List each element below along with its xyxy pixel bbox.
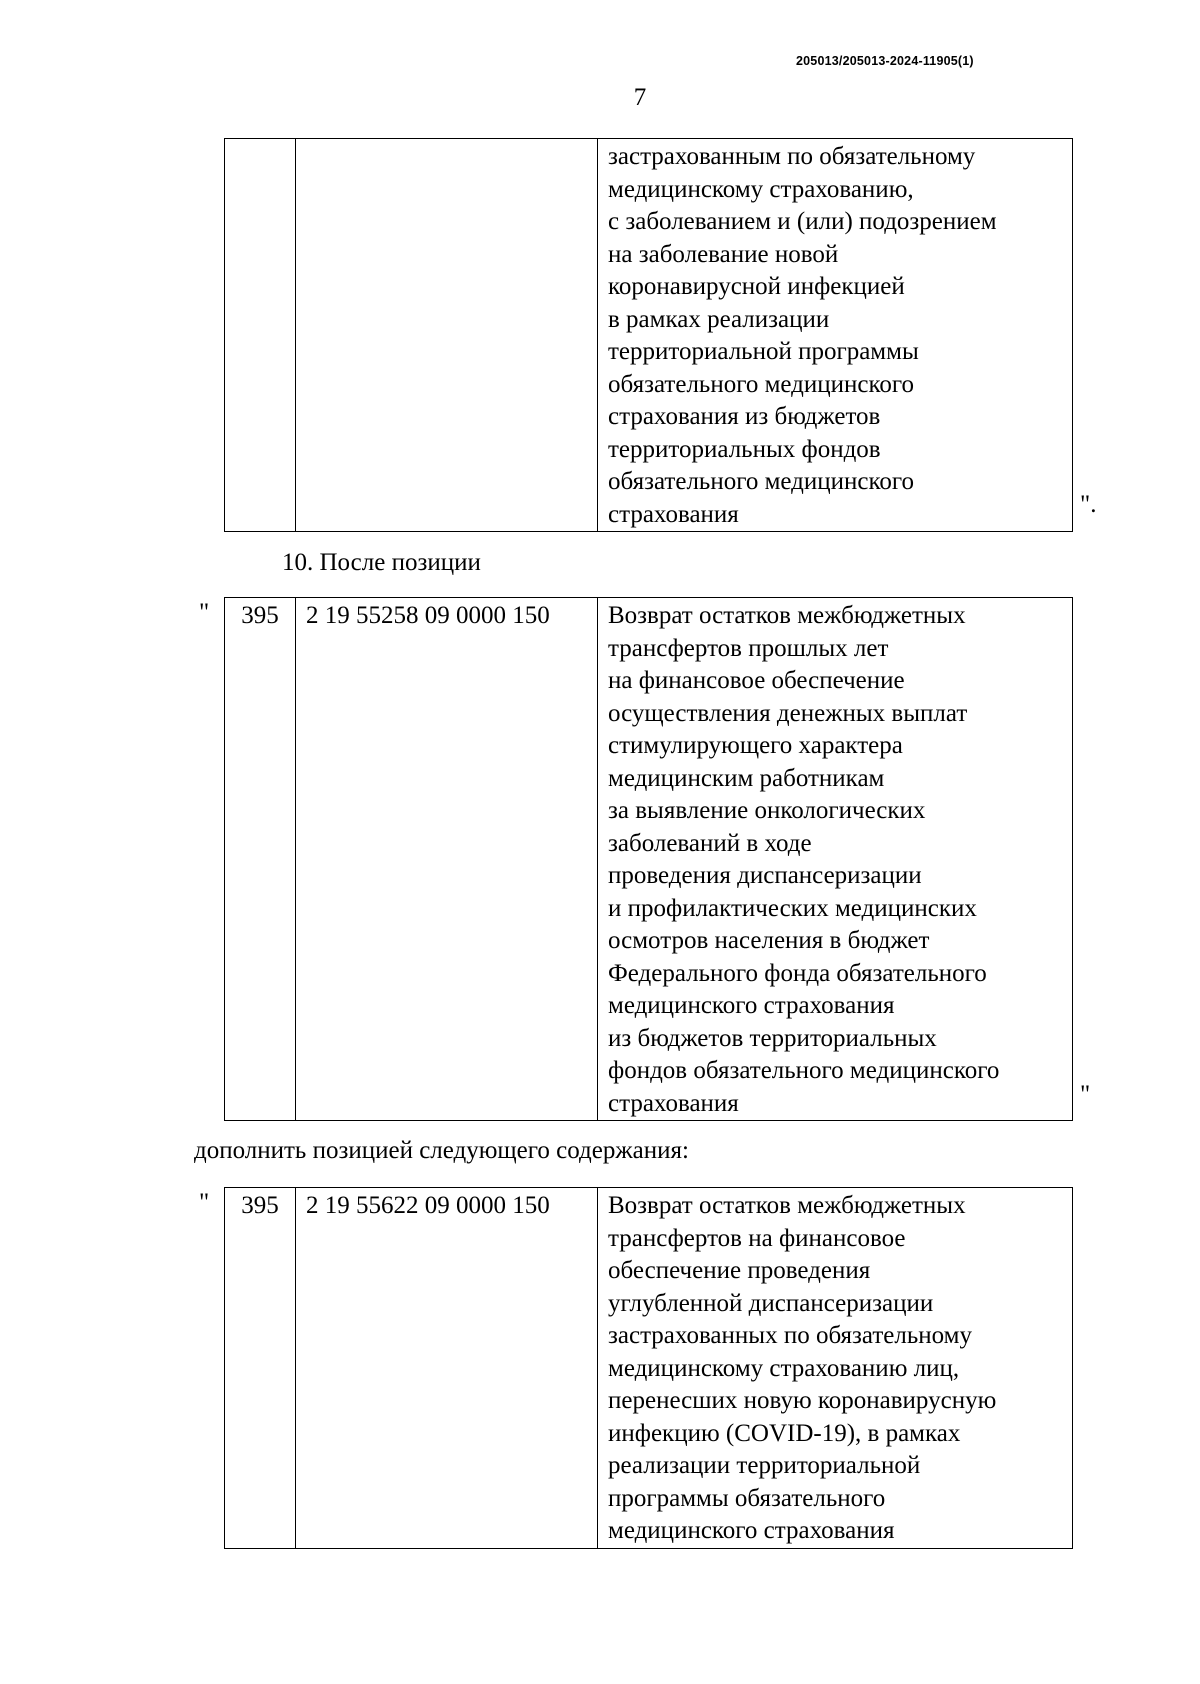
description-cell [598, 598, 1073, 1121]
row-number-cell: 395 [225, 598, 296, 1121]
description-line: проведения диспансеризации [608, 862, 922, 889]
description-line: реализации территориальной [608, 1452, 921, 1479]
description-line: медицинскому страхованию, [608, 175, 914, 203]
description-line: коронавирусной инфекцией [608, 273, 905, 300]
description-line: заболеваний в ходе [608, 829, 812, 857]
description-line: обеспечение проведения [608, 1257, 871, 1284]
item-heading: 10. После позиции [282, 549, 481, 576]
description-cell [598, 139, 1073, 532]
description-line: фондов обязательного медицинского [608, 1057, 1000, 1084]
description-line: осмотров населения в бюджет [608, 927, 930, 954]
page-number: 7 [633, 84, 647, 111]
description-line: страхования [608, 1089, 739, 1117]
table-row [225, 598, 1073, 1121]
table-continuation [224, 138, 1073, 532]
description-line: медицинским работникам [608, 764, 885, 792]
description-line: с заболеванием и (или) подозрением [608, 208, 997, 235]
description-line: обязательного медицинского [608, 468, 915, 495]
description-line: осуществления денежных выплат [608, 699, 968, 727]
add-position-text: дополнить позицией следующего содержания: [194, 1137, 689, 1164]
description-line: обязательного медицинского [608, 370, 915, 398]
table-row [225, 1188, 1073, 1549]
budget-code-cell [296, 139, 598, 532]
description-line: инфекцию (COVID-19), в рамках [608, 1419, 961, 1447]
description-line: страхования из бюджетов [608, 403, 881, 430]
description-line: в рамках реализации [608, 305, 830, 333]
description-line: страхования [608, 500, 739, 528]
budget-code-cell: 2 19 55622 09 0000 150 [296, 1188, 598, 1549]
description-line: медицинскому страхованию лиц, [608, 1354, 960, 1382]
description-line: трансфертов на финансовое [608, 1224, 906, 1252]
description-line: на заболевание новой [608, 240, 839, 268]
description-cell [598, 1188, 1073, 1549]
description-line: застрахованным по обязательному [608, 143, 976, 170]
description-line: Федерального фонда обязательного [608, 959, 987, 987]
description-line: программы обязательного [608, 1484, 886, 1512]
description-line: за выявление онкологических [608, 797, 926, 824]
table-row [225, 139, 1073, 532]
row-number-cell [225, 139, 296, 532]
description-line: на финансовое обеспечение [608, 667, 905, 694]
description-line: Возврат остатков межбюджетных [608, 1192, 966, 1219]
description-line: Возврат остатков межбюджетных [608, 602, 966, 629]
description-line: территориальной программы [608, 338, 919, 365]
closing-quote: " [1080, 1081, 1091, 1108]
description-line: стимулирующего характера [608, 732, 903, 759]
description-line: перенесших новую коронавирусную [608, 1387, 997, 1414]
description-line: и профилактических медицинских [608, 894, 977, 922]
document-id: 205013/205013-2024-11905(1) [796, 54, 974, 68]
description-line: территориальных фондов [608, 435, 881, 463]
description-line: застрахованных по обязательному [608, 1322, 972, 1349]
table-new-position [224, 1187, 1073, 1549]
budget-code-cell: 2 19 55258 09 0000 150 [296, 598, 598, 1121]
opening-quote: " [199, 1189, 210, 1216]
opening-quote: " [199, 599, 210, 626]
description-line: медицинского страхования [608, 992, 895, 1019]
table-existing-position [224, 597, 1073, 1121]
row-number-cell: 395 [225, 1188, 296, 1549]
closing-quote: ". [1080, 491, 1097, 518]
description-line: из бюджетов территориальных [608, 1024, 937, 1052]
description-line: медицинского страхования [608, 1517, 895, 1544]
description-line: углубленной диспансеризации [608, 1289, 934, 1317]
description-line: трансфертов прошлых лет [608, 634, 889, 662]
